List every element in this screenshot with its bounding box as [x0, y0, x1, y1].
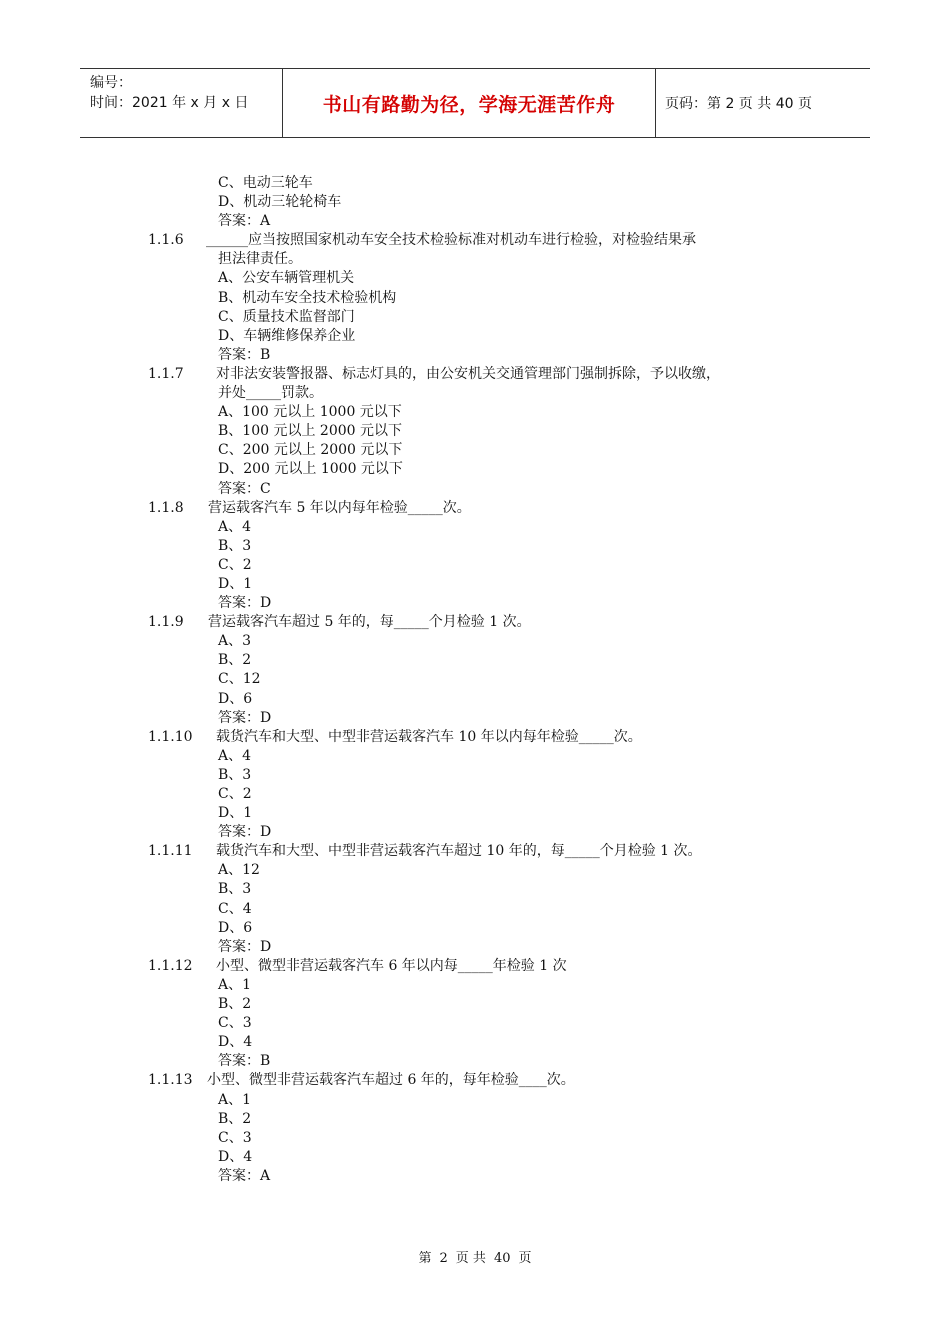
- question-line: [148, 613, 828, 632]
- question-text: 载货汽车和大型、中型非营运载客汽车超过 10 年的，每_____个月检验 1 次。: [216, 843, 702, 860]
- answer-option: D、6: [218, 919, 253, 936]
- document-header: [80, 68, 870, 138]
- answer-option: B、100 元以上 2000 元以下: [218, 423, 402, 440]
- question-line: [148, 499, 828, 518]
- answer-option: A、1: [218, 976, 252, 993]
- answer-option: D、1: [218, 575, 253, 592]
- answer-key: 答案：A: [218, 213, 271, 230]
- answer-key: 答案：B: [218, 346, 271, 363]
- header-motto: 书山有路勤为径，学海无涯苦作舟: [322, 93, 616, 116]
- question-number: 1.1.8: [148, 499, 184, 516]
- answer-option: D、机动三轮轮椅车: [218, 194, 342, 211]
- answer-key: 答案：A: [218, 1167, 271, 1184]
- question-text: 载货汽车和大型、中型非营运载客汽车 10 年以内每年检验_____次。: [216, 728, 642, 745]
- question-continuation: 担法律责任。: [218, 251, 302, 268]
- answer-option: C、4: [218, 900, 252, 917]
- question-number: 1.1.9: [148, 614, 184, 631]
- answer-option: A、100 元以上 1000 元以下: [218, 404, 402, 421]
- answer-option: B、2: [218, 996, 252, 1013]
- question-number: 1.1.11: [148, 843, 193, 860]
- answer-option: A、4: [218, 518, 252, 535]
- answer-option: C、200 元以上 2000 元以下: [218, 442, 403, 459]
- question-number: 1.1.10: [148, 728, 193, 745]
- question-list: [148, 174, 828, 1186]
- answer-option: C、质量技术监督部门: [218, 308, 355, 325]
- answer-option: D、4: [218, 1034, 253, 1051]
- question-line: [148, 365, 828, 384]
- answer-option: C、12: [218, 671, 261, 688]
- answer-key: 答案：D: [218, 938, 272, 955]
- answer-option: A、3: [218, 633, 252, 650]
- answer-key: 答案：D: [218, 709, 272, 726]
- answer-option: A、公安车辆管理机关: [218, 270, 355, 287]
- question-line: [148, 728, 828, 747]
- answer-option: D、车辆维修保养企业: [218, 327, 356, 344]
- header-divider: [655, 69, 656, 137]
- question-text: 营运载客汽车超过 5 年的，每_____个月检验 1 次。: [208, 614, 531, 631]
- answer-option: B、2: [218, 1110, 252, 1127]
- answer-key: 答案：D: [218, 595, 272, 612]
- number-label: 编号：: [90, 75, 132, 91]
- answer-option: D、4: [218, 1148, 253, 1165]
- footer-total-pages: 40: [493, 1251, 511, 1266]
- answer-option: B、2: [218, 652, 252, 669]
- question-text: 营运载客汽车 5 年以内每年检验_____次。: [208, 499, 471, 516]
- answer-option: B、机动车安全技术检验机构: [218, 289, 397, 306]
- answer-option: A、4: [218, 747, 252, 764]
- answer-option: B、3: [218, 881, 252, 898]
- footer-page-label: 第: [418, 1251, 432, 1266]
- question-line: [148, 231, 828, 250]
- answer-option: C、电动三轮车: [218, 175, 313, 191]
- answer-key: 答案：D: [218, 824, 272, 841]
- answer-option: D、6: [218, 690, 253, 707]
- header-page-info: 页码：第 2 页 共 40 页: [665, 96, 812, 112]
- answer-key: 答案：C: [218, 480, 271, 497]
- answer-option: D、200 元以上 1000 元以下: [218, 461, 403, 478]
- answer-option: C、3: [218, 1015, 252, 1032]
- question-line: [148, 842, 828, 861]
- question-text: 对非法安装警报器、标志灯具的，由公安机关交通管理部门强制拆除，予以收缴，: [216, 365, 720, 382]
- answer-option: C、2: [218, 556, 252, 573]
- answer-option: B、3: [218, 537, 252, 554]
- answer-option: C、2: [218, 786, 252, 802]
- time-label: 时间：2021 年 x 月 x 日: [90, 95, 249, 111]
- answer-option: A、1: [218, 1091, 252, 1108]
- question-line: [148, 1071, 828, 1090]
- answer-option: A、12: [218, 862, 260, 879]
- question-text: ______应当按照国家机动车安全技术检验标准对机动车进行检验，对检验结果承: [206, 232, 696, 249]
- question-line: [148, 957, 828, 976]
- question-number: 1.1.13: [148, 1072, 193, 1089]
- answer-key: 答案：B: [218, 1053, 271, 1070]
- footer-end-label: 页: [518, 1251, 532, 1266]
- footer-total-label: 页 共: [455, 1251, 486, 1266]
- answer-option: B、3: [218, 766, 252, 783]
- answer-option: D、1: [218, 805, 253, 822]
- question-number: 1.1.6: [148, 232, 184, 249]
- answer-option: C、3: [218, 1129, 252, 1146]
- page-footer: [0, 1247, 950, 1266]
- question-number: 1.1.7: [148, 365, 184, 382]
- header-meta: [90, 73, 248, 113]
- question-text: 小型、微型非营运载客汽车 6 年以内每_____年检验 1 次: [216, 957, 567, 974]
- question-continuation: 并处_____罚款。: [218, 385, 323, 402]
- question-text: 小型、微型非营运载客汽车超过 6 年的，每年检验____次。: [207, 1072, 575, 1089]
- footer-page-number: 2: [439, 1251, 448, 1266]
- question-number: 1.1.12: [148, 957, 193, 974]
